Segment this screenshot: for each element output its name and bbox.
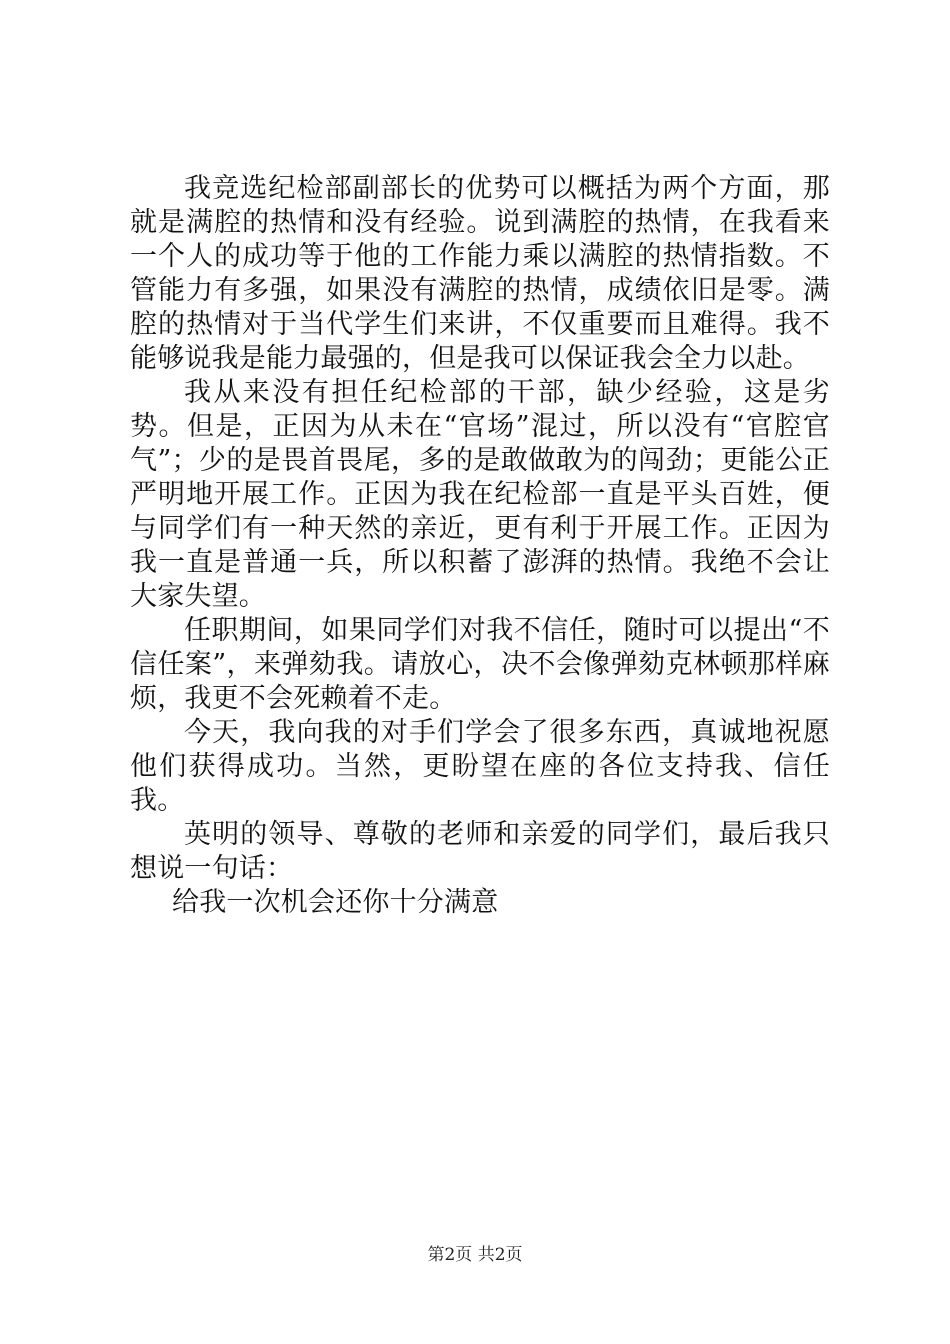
paragraph-final-words: 英明的领导、尊敬的老师和亲爱的同学们，最后我只想说一句话： [130,819,830,884]
paragraph-thanks: 今天，我向我的对手们学会了很多东西，真诚地祝愿他们获得成功。当然，更盼望在座的各位支持我、信任我。 [130,717,830,816]
page-number-footer: 第2页 共2页 [427,1245,523,1265]
paragraph-advantages: 我竞选纪检部副部长的优势可以概括为两个方面，那就是满腔的热情和没有经验。说到满腔的热情，在我看来一个人的成功等于他的工作能力乘以满腔的热情指数。不管能力有多强，如果没有满腔的热情，成绩依旧是零。满腔的热情对于当代学生们来讲，不仅重要而且难得。我不能够说我是能力最强的，但是我可以保证我会全力以赴。 [130,173,830,374]
paragraph-inexperience: 我从来没有担任纪检部的干部，缺少经验，这是劣势。但是，正因为从未在“官场”混过，所以没有“官腔官气”；少的是畏首畏尾，多的是敢做敢为的闯劲；更能公正严明地开展工作。正因为我在纪检部一直是平头百姓，便与同学们有一种天然的亲近，更有利于开展工作。正因为我一直是普通一兵，所以积蓄了澎湃的热情。我绝不会让大家失望。 [130,377,830,612]
document-body [130,172,830,920]
closing-line: 给我一次机会还你十分满意 [172,887,499,918]
paragraph-no-confidence: 任职期间，如果同学们对我不信任，随时可以提出“不信任案”，来弹劾我。请放心，决不会像弹劾克林顿那样麻烦，我更不会死赖着不走。 [130,615,830,714]
